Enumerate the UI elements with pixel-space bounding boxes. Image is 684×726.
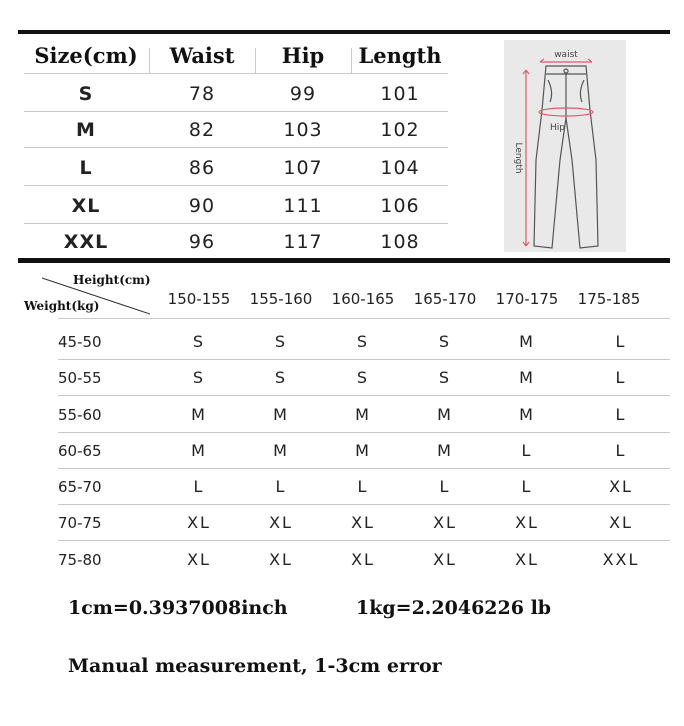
waist-value: 90 <box>188 195 216 217</box>
row-divider <box>24 73 448 74</box>
measurement-error-note: Manual measurement, 1-3cm error <box>68 655 442 677</box>
weight-row <box>58 360 670 396</box>
length-value: 106 <box>380 195 420 217</box>
size-cell: M <box>191 441 207 460</box>
weight-range: 65-70 <box>58 478 102 496</box>
size-row <box>24 150 448 186</box>
height-range: 175-185 <box>577 290 641 308</box>
column-divider <box>255 48 256 74</box>
weight-row <box>58 469 670 505</box>
height-range: 150-155 <box>167 290 231 308</box>
hip-value: 99 <box>289 83 317 105</box>
size-cell: M <box>273 441 289 460</box>
pants-outline <box>534 66 598 248</box>
size-cell: L <box>357 477 369 496</box>
size-cell: L <box>615 441 627 460</box>
size-cell: M <box>191 405 207 424</box>
size-cell: XL <box>433 513 457 532</box>
size-cell: M <box>355 441 371 460</box>
weight-range: 45-50 <box>58 333 102 351</box>
size-cell: XL <box>187 550 211 569</box>
height-range: 155-160 <box>249 290 313 308</box>
size-cell: M <box>355 405 371 424</box>
height-range: 170-175 <box>495 290 559 308</box>
weight-range: 60-65 <box>58 442 102 460</box>
row-divider <box>58 540 670 541</box>
row-divider <box>24 147 448 148</box>
waist-value: 78 <box>188 83 216 105</box>
length-value: 102 <box>380 119 420 141</box>
length-label: Length <box>513 142 523 174</box>
header-hip: Hip <box>281 43 325 68</box>
hip-value: 117 <box>283 231 323 253</box>
size-cell: S <box>438 332 452 351</box>
length-value: 104 <box>380 157 420 179</box>
weight-range: 50-55 <box>58 369 102 387</box>
size-cell: M <box>437 405 453 424</box>
hip-value: 111 <box>283 195 323 217</box>
size-cell: L <box>275 477 287 496</box>
size-cell: L <box>439 477 451 496</box>
size-cell: M <box>519 405 535 424</box>
hip-value: 107 <box>283 157 323 179</box>
size-cell: XL <box>351 513 375 532</box>
header-length: Length <box>358 43 442 68</box>
size-row <box>24 188 448 224</box>
size-row <box>24 76 448 112</box>
size-cell: S <box>356 332 370 351</box>
header-size: Size(cm) <box>34 43 138 68</box>
size-table-header <box>24 38 448 74</box>
weight-range: 70-75 <box>58 514 102 532</box>
size-cell: XL <box>187 513 211 532</box>
size-cell: L <box>615 332 627 351</box>
weight-row <box>58 433 670 469</box>
size-label: XL <box>71 195 101 217</box>
size-cell: XXL <box>602 550 640 569</box>
size-cell: S <box>192 368 206 387</box>
size-row <box>24 112 448 148</box>
waist-value: 96 <box>188 231 216 253</box>
weight-row <box>58 397 670 433</box>
size-cell: XL <box>351 550 375 569</box>
table-corner <box>18 268 150 318</box>
size-cell: XL <box>515 513 539 532</box>
top-rule <box>18 30 670 34</box>
column-divider <box>351 48 352 74</box>
hip-value: 103 <box>283 119 323 141</box>
size-cell: S <box>192 332 206 351</box>
waist-value: 86 <box>188 157 216 179</box>
weight-row <box>58 505 670 541</box>
size-cell: S <box>438 368 452 387</box>
size-label: M <box>76 119 96 141</box>
size-cell: XL <box>609 477 633 496</box>
row-divider <box>58 395 670 396</box>
size-cell: L <box>521 441 533 460</box>
size-cell: XL <box>515 550 539 569</box>
size-cell: L <box>521 477 533 496</box>
pants-measurement-diagram <box>504 40 626 252</box>
size-row <box>24 224 448 260</box>
size-cell: M <box>519 368 535 387</box>
kg-lb-conversion: 1kg=2.2046226 lb <box>356 597 552 619</box>
weight-row <box>58 542 670 578</box>
weight-range: 75-80 <box>58 551 102 569</box>
size-cell: XL <box>269 513 293 532</box>
size-cell: L <box>193 477 205 496</box>
size-cell: S <box>274 332 288 351</box>
cm-inch-conversion: 1cm=0.3937008inch <box>68 597 288 619</box>
size-cell: S <box>274 368 288 387</box>
hip-label: Hip <box>550 123 565 133</box>
size-cell: L <box>615 405 627 424</box>
weight-row <box>58 324 670 360</box>
row-divider <box>24 185 448 186</box>
size-cell: L <box>615 368 627 387</box>
weight-axis-label: Weight(kg) <box>24 299 100 313</box>
size-cell: XL <box>269 550 293 569</box>
height-axis-label: Height(cm) <box>73 273 151 287</box>
middle-rule <box>18 258 670 263</box>
size-label: S <box>78 83 94 105</box>
weight-range: 55-60 <box>58 406 102 424</box>
pants-illustration <box>504 40 626 252</box>
column-divider <box>149 48 150 74</box>
height-weight-header <box>18 268 670 318</box>
size-cell: M <box>519 332 535 351</box>
size-cell: M <box>437 441 453 460</box>
height-range: 160-165 <box>331 290 395 308</box>
size-cell: XL <box>433 550 457 569</box>
waist-label: waist <box>554 50 578 60</box>
size-cell: S <box>356 368 370 387</box>
size-cell: XL <box>609 513 633 532</box>
size-label: L <box>79 157 93 179</box>
length-value: 108 <box>380 231 420 253</box>
size-label: XXL <box>63 231 109 253</box>
waist-value: 82 <box>188 119 216 141</box>
height-range: 165-170 <box>413 290 477 308</box>
header-waist: Waist <box>169 43 235 68</box>
size-cell: M <box>273 405 289 424</box>
row-divider <box>58 318 670 319</box>
length-value: 101 <box>380 83 420 105</box>
